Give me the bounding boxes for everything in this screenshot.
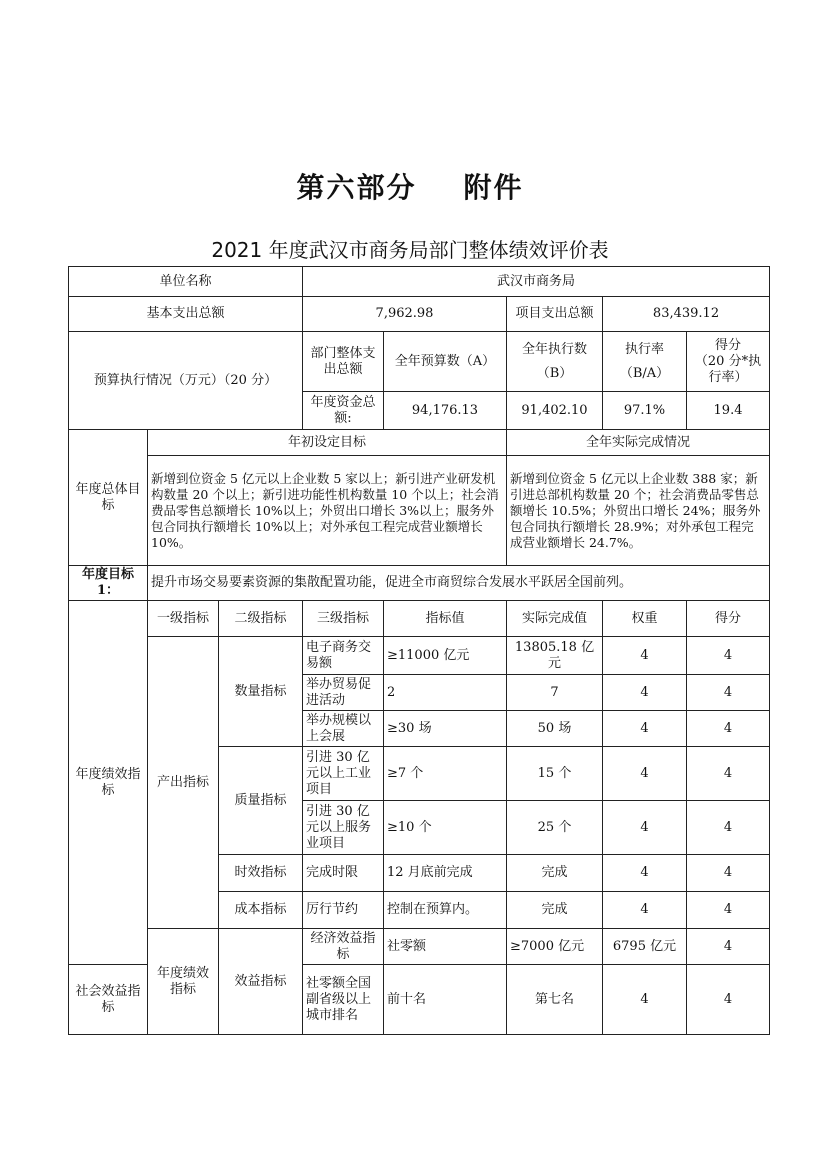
l3-cell: 引进 30 亿元以上工业项目 bbox=[303, 747, 384, 801]
basic-value: 7,962.98 bbox=[303, 297, 507, 332]
col-b-line2: （B） bbox=[536, 365, 573, 381]
part-title: 第六部分 附件 bbox=[296, 171, 524, 204]
header-target: 指标值 bbox=[384, 601, 507, 637]
l3-cell: 电子商务交易额 bbox=[303, 637, 384, 675]
l3-cell: 社零额 bbox=[384, 929, 507, 965]
score-cell: 4 bbox=[687, 855, 770, 892]
actual-cell: 25 个 bbox=[507, 801, 603, 855]
header-actual: 实际完成值 bbox=[507, 601, 603, 637]
unit-label: 单位名称 bbox=[69, 267, 303, 297]
unit-value: 武汉市商务局 bbox=[303, 267, 770, 297]
col-rate-line2: （B/A） bbox=[619, 365, 670, 381]
actual-text: 新增到位资金 5 亿元以上企业数 388 家；新引进总部机构数量 20 个；社会消费品零售总额增长 10.5%；外贸出口增长 24%；服务外包合同执行额增长 28.9%；对外承包工程完成营业额增长 24.7%。 bbox=[507, 456, 770, 566]
header-l1: 一级指标 bbox=[148, 601, 219, 637]
budget-score-value: 19.4 bbox=[687, 392, 770, 430]
score-cell: 4 bbox=[687, 801, 770, 855]
score-cell: 4 bbox=[687, 711, 770, 747]
target-cell: 前十名 bbox=[384, 965, 507, 1035]
project-label: 项目支出总额 bbox=[507, 297, 603, 332]
col-score-line1: 得分 bbox=[715, 337, 742, 353]
goal1-label: 年度目标 1： bbox=[69, 566, 148, 601]
weight-cell: 4 bbox=[603, 675, 687, 711]
actual-cell: 7 bbox=[507, 675, 603, 711]
benefit-perf-label: 年度绩效指标 bbox=[148, 929, 219, 1035]
col-b-header bbox=[507, 332, 603, 392]
actual-header: 全年实际完成情况 bbox=[507, 430, 770, 456]
annual-goal-label: 年度总体目标 bbox=[69, 430, 148, 566]
l3-cell: 社零额全国副省级以上城市排名 bbox=[303, 965, 384, 1035]
col-score-line2: （20 分*执行率） bbox=[694, 353, 762, 385]
actual-cell: 50 场 bbox=[507, 711, 603, 747]
weight-cell: 4 bbox=[603, 801, 687, 855]
budget-rate-value: 97.1% bbox=[603, 392, 687, 430]
weight-cell: 4 bbox=[603, 892, 687, 929]
quality-label: 质量指标 bbox=[219, 747, 303, 855]
score-cell: 4 bbox=[687, 637, 770, 675]
col-b-line1: 全年执行数 bbox=[521, 341, 587, 357]
l3-cell: 举办贸易促进活动 bbox=[303, 675, 384, 711]
set-target-text: 新增到位资金 5 亿元以上企业数 5 家以上；新引进产业研发机构数量 20 个以上；新引进功能性机构数量 10 个以上；社会消费品零售总额增长 10%以上；外贸出口增长 3%以上；服务外包合同执行额增长 10%以上；对外承包工程完成营业额增长 10%。 bbox=[148, 456, 507, 566]
col-score-header bbox=[687, 332, 770, 392]
weight-cell: 4 bbox=[603, 747, 687, 801]
year-fund-label: 年度资金总额: bbox=[303, 392, 384, 430]
target-cell: ≥30 场 bbox=[384, 711, 507, 747]
target-cell: ≥7 个 bbox=[384, 747, 507, 801]
budget-a-value: 94,176.13 bbox=[384, 392, 507, 430]
table-row bbox=[69, 929, 770, 965]
actual-cell: 完成 bbox=[507, 892, 603, 929]
weight-cell: 4 bbox=[603, 637, 687, 675]
weight-cell: 4 bbox=[603, 965, 687, 1035]
target-cell: 2 bbox=[384, 675, 507, 711]
weight-cell: 4 bbox=[603, 711, 687, 747]
header-l3: 三级指标 bbox=[303, 601, 384, 637]
col-rate-header bbox=[603, 332, 687, 392]
project-value: 83,439.12 bbox=[603, 297, 770, 332]
weight-cell: 4 bbox=[603, 855, 687, 892]
score-cell: 4 bbox=[687, 965, 770, 1035]
table-row bbox=[69, 637, 770, 675]
l2-cell: 时效指标 bbox=[219, 855, 303, 892]
output-label: 产出指标 bbox=[148, 637, 219, 929]
dept-total-label: 部门整体支出总额 bbox=[303, 332, 384, 392]
score-cell: 4 bbox=[687, 675, 770, 711]
actual-cell: 第七名 bbox=[507, 965, 603, 1035]
evaluation-table bbox=[68, 266, 770, 1035]
actual-cell: 完成 bbox=[507, 855, 603, 892]
goal1-text: 提升市场交易要素资源的集散配置功能，促进全市商贸综合发展水平跃居全国前列。 bbox=[148, 566, 770, 601]
target-cell: ≥10 个 bbox=[384, 801, 507, 855]
header-score: 得分 bbox=[687, 601, 770, 637]
target-cell: ≥11000 亿元 bbox=[384, 637, 507, 675]
actual-cell: 15 个 bbox=[507, 747, 603, 801]
l3-cell: 厉行节约 bbox=[303, 892, 384, 929]
score-cell: 4 bbox=[687, 747, 770, 801]
budget-label: 预算执行情况（万元）（20 分） bbox=[69, 332, 303, 430]
quantity-label: 数量指标 bbox=[219, 637, 303, 747]
col-a-header: 全年预算数（A） bbox=[384, 332, 507, 392]
header-l2: 二级指标 bbox=[219, 601, 303, 637]
header-weight: 权重 bbox=[603, 601, 687, 637]
l2-cell: 成本指标 bbox=[219, 892, 303, 929]
actual-cell: 6795 亿元 bbox=[603, 929, 687, 965]
target-cell: ≥7000 亿元 bbox=[507, 929, 603, 965]
weight-cell: 4 bbox=[687, 929, 770, 965]
score-cell: 4 bbox=[687, 892, 770, 929]
l3-cell: 完成时限 bbox=[303, 855, 384, 892]
l2-cell: 社会效益指标 bbox=[69, 965, 148, 1035]
l3-cell: 举办规模以上会展 bbox=[303, 711, 384, 747]
l3-cell: 引进 30 亿元以上服务业项目 bbox=[303, 801, 384, 855]
set-target-header: 年初设定目标 bbox=[148, 430, 507, 456]
col-rate-line1: 执行率 bbox=[624, 341, 664, 357]
budget-b-value: 91,402.10 bbox=[507, 392, 603, 430]
actual-cell: 13805.18 亿元 bbox=[507, 637, 603, 675]
basic-label: 基本支出总额 bbox=[69, 297, 303, 332]
perf-label: 年度绩效指标 bbox=[69, 601, 148, 965]
benefit-label: 效益指标 bbox=[219, 929, 303, 1035]
table-title: 2021 年度武汉市商务局部门整体绩效评价表 bbox=[211, 238, 609, 262]
target-cell: 12 月底前完成 bbox=[384, 855, 507, 892]
l2-cell: 经济效益指标 bbox=[303, 929, 384, 965]
target-cell: 控制在预算内。 bbox=[384, 892, 507, 929]
